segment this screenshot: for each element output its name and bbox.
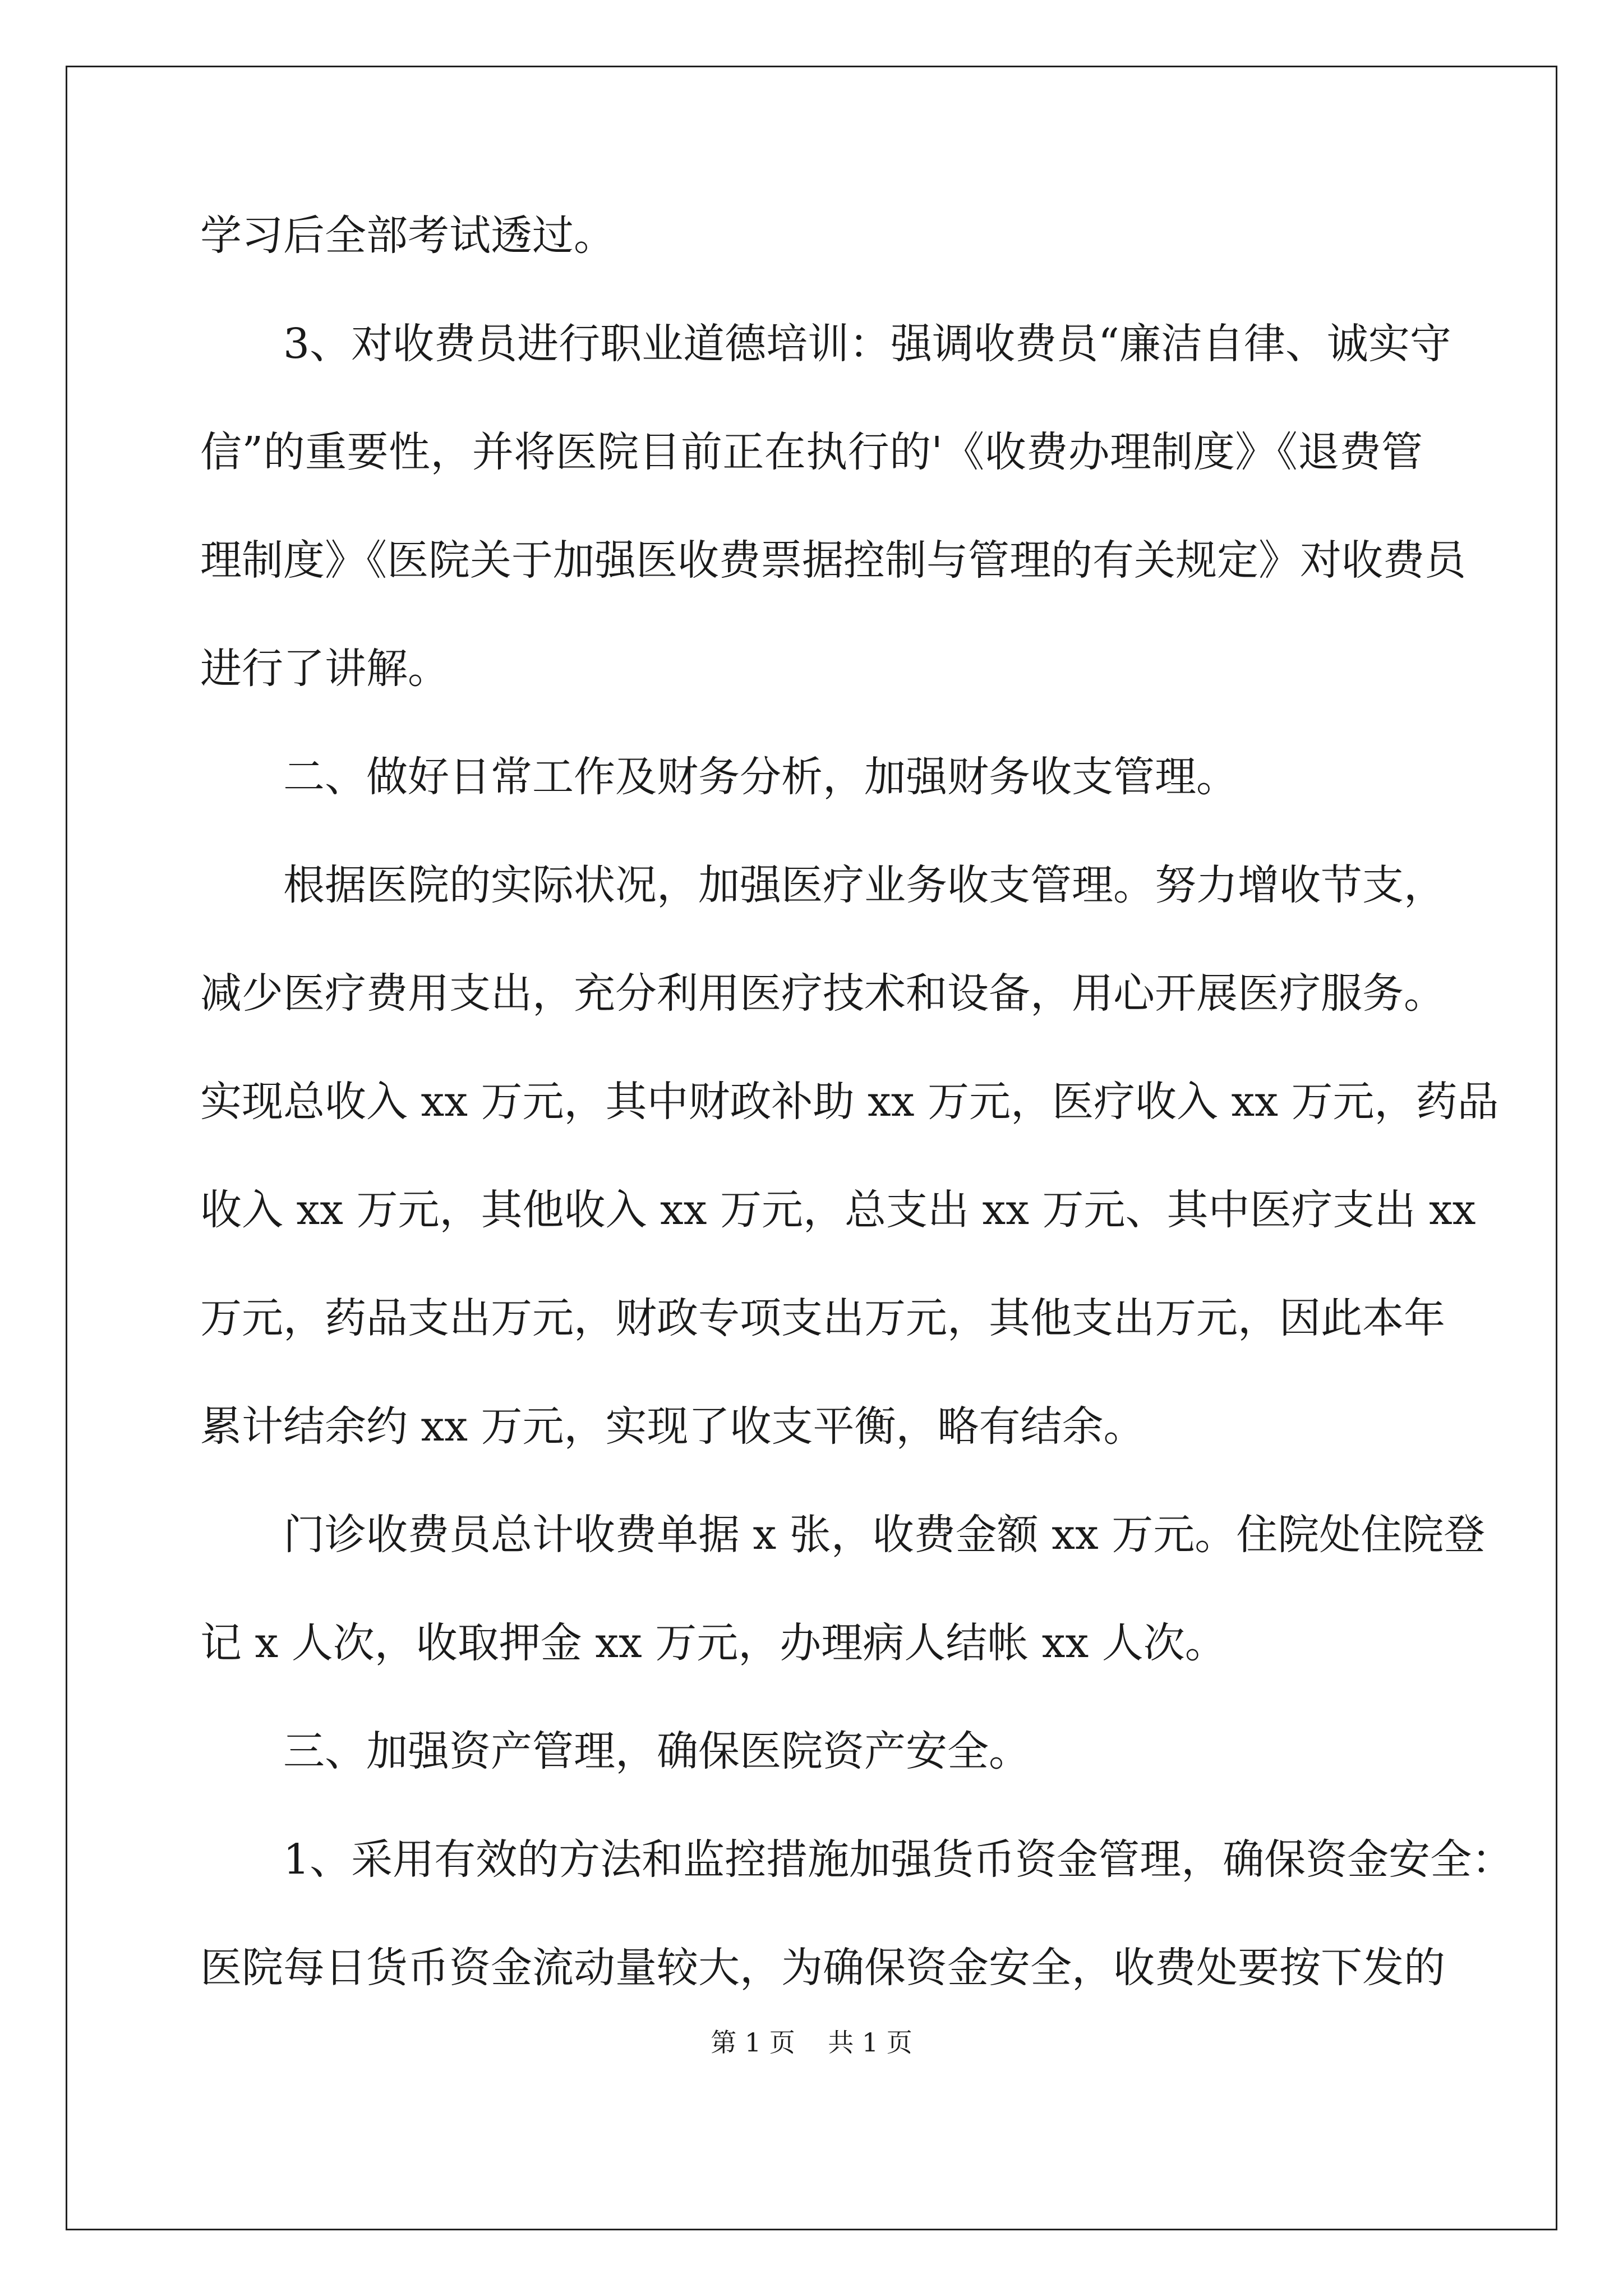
text-line-14: 记 x 人次，收取押金 xx 万元，办理病人结帐 xx 人次。: [200, 1619, 1227, 1667]
text-line-9: 实现总收入 xx 万元，其中财政补助 xx 万元，医疗收入 xx 万元，药品: [200, 1078, 1499, 1126]
text-line-12: 累计结余约 xx 万元，实现了收支平衡，略有结余。: [200, 1402, 1145, 1451]
text-line-13: 门诊收费员总计收费单据 x 张，收费金额 xx 万元。住院处住院登: [200, 1511, 1486, 1559]
text-line-5: 进行了讲解。: [200, 645, 449, 693]
text-line-7: 根据医院的实际状况，加强医疗业务收支管理。努力增收节支，: [200, 861, 1445, 909]
text-line-11: 万元，药品支出万元，财政专项支出万元，其他支出万元，因此本年: [200, 1294, 1445, 1342]
text-line-17: 医院每日货币资金流动量较大，为确保资金安全，收费处要按下发的: [200, 1944, 1445, 1992]
page-number-footer: 第 1 页 共 1 页: [711, 2027, 912, 2058]
text-line-2: 3、对收费员进行职业道德培训：强调收费员“廉洁自律、诚实守: [200, 320, 1451, 368]
text-line-1: 学习后全部考试透过。: [200, 211, 615, 260]
text-line-16: 1、采用有效的方法和监控措施加强货币资金管理，确保资金安全：: [200, 1835, 1514, 1884]
text-line-10: 收入 xx 万元，其他收入 xx 万元，总支出 xx 万元、其中医疗支出 xx: [200, 1186, 1476, 1234]
text-line-8: 减少医疗费用支出，充分利用医疗技术和设备，用心开展医疗服务。: [200, 969, 1445, 1018]
page-border: [66, 66, 1557, 2230]
text-line-3: 信”的重要性，并将医院目前正在执行的'《收费办理制度》《退费管: [200, 428, 1423, 476]
text-line-4: 理制度》《医院关于加强医收费票据控制与管理的有关规定》对收费员: [200, 536, 1466, 585]
section-heading-2: 二、做好日常工作及财务分析，加强财务收支管理。: [200, 753, 1238, 801]
section-heading-3: 三、加强资产管理，确保医院资产安全。: [200, 1727, 1030, 1775]
